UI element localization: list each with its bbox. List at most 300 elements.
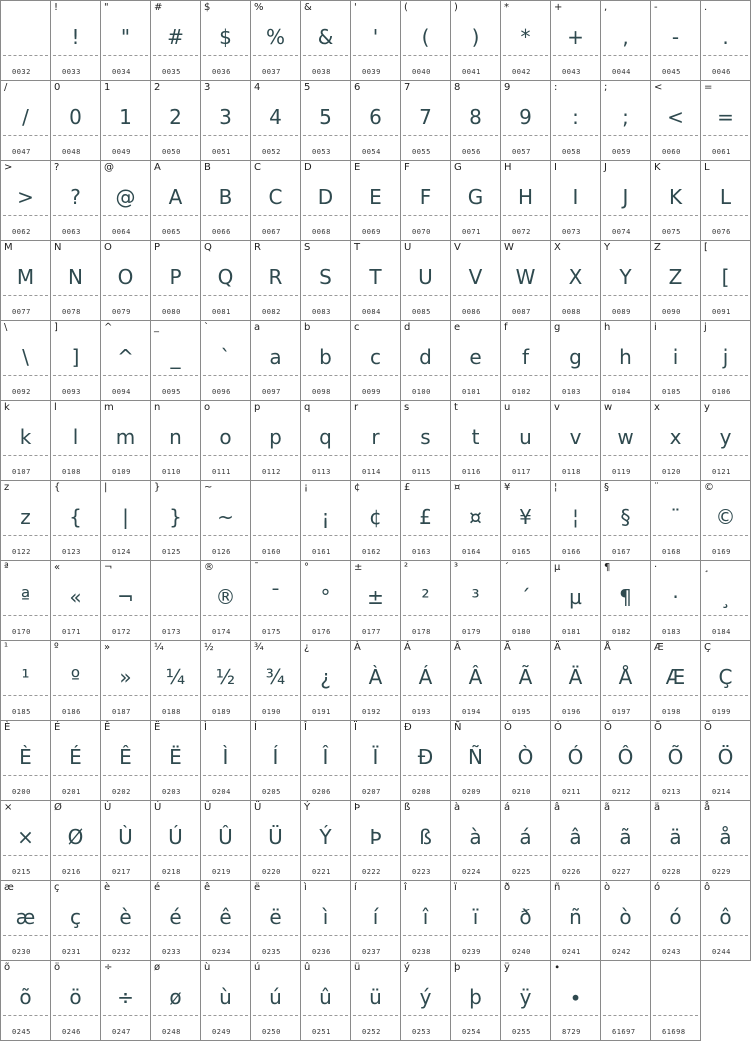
baseline-divider [303,855,348,856]
glyph-sample: Ô [617,745,634,769]
glyph-label: , [604,2,608,13]
glyph-cell [51,321,101,401]
glyph-cell [601,81,651,161]
baseline-divider [603,1015,648,1016]
glyph-code: 0179 [462,628,481,636]
glyph-cell [601,801,651,881]
glyph-cell [451,401,501,481]
glyph-sample: ( [421,25,430,49]
glyph-code: 0210 [512,788,531,796]
glyph-label: e [454,322,461,333]
baseline-divider [403,295,448,296]
glyph-code: 0189 [212,708,231,716]
glyph-label: H [504,162,512,173]
baseline-divider [303,1015,348,1016]
glyph-cell [351,321,401,401]
glyph-cell [451,961,501,1041]
glyph-code: 0192 [362,708,381,716]
glyph-sample: Ä [568,665,583,689]
glyph-code: 0173 [162,628,181,636]
glyph-cell [101,561,151,641]
glyph-cell [101,881,151,961]
glyph-sample: s [420,425,431,449]
baseline-divider [3,775,48,776]
glyph-code: 0099 [362,388,381,396]
glyph-sample: - [671,25,680,49]
baseline-divider [453,535,498,536]
glyph-sample: ä [669,825,682,849]
glyph-label: k [4,402,10,413]
glyph-sample: Ç [718,665,733,689]
glyph-cell [401,561,451,641]
glyph-sample: : [572,105,579,129]
glyph-code: 0226 [562,868,581,876]
glyph-cell [1,241,51,321]
glyph-label: f [504,322,508,333]
baseline-divider [653,55,698,56]
glyph-label: ¥ [504,482,511,493]
glyph-sample: » [119,665,132,689]
glyph-cell [201,801,251,881]
glyph-label: % [254,2,264,13]
glyph-label: d [404,322,411,333]
glyph-code: 0100 [412,388,431,396]
glyph-sample: ¼ [165,665,186,689]
glyph-sample: F [419,185,432,209]
glyph-code: 0092 [12,388,31,396]
baseline-divider [153,535,198,536]
glyph-cell [151,801,201,881]
baseline-divider [553,855,598,856]
glyph-label: Ã [504,642,511,653]
glyph-code: 0119 [612,468,631,476]
glyph-sample: M [16,265,35,289]
baseline-divider [3,615,48,616]
baseline-divider [453,775,498,776]
glyph-sample: µ [569,585,582,609]
glyph-sample: á [519,825,532,849]
glyph-label: b [304,322,311,333]
baseline-divider [103,55,148,56]
glyph-code: 0160 [262,548,281,556]
baseline-divider [203,375,248,376]
glyph-cell [151,1,201,81]
glyph-label: s [404,402,410,413]
glyph-sample: ñ [569,905,582,929]
glyph-cell [401,481,451,561]
glyph-cell [501,401,551,481]
glyph-code: 0191 [312,708,331,716]
baseline-divider [503,695,548,696]
baseline-divider [453,855,498,856]
baseline-divider [503,295,548,296]
glyph-code: 0037 [262,68,281,76]
glyph-label: ß [404,802,411,813]
baseline-divider [3,935,48,936]
glyph-sample: { [69,505,82,529]
glyph-sample: Ð [417,745,434,769]
glyph-code: 0247 [112,1028,131,1036]
glyph-code: 0070 [412,228,431,236]
baseline-divider [203,215,248,216]
glyph-label: ó [654,882,661,893]
glyph-code: 0085 [412,308,431,316]
glyph-code: 0176 [312,628,331,636]
glyph-cell [301,721,351,801]
glyph-code: 0108 [62,468,81,476]
glyph-sample: % [265,25,285,49]
glyph-code: 0096 [212,388,231,396]
glyph-label: ² [404,562,409,573]
glyph-sample: ½ [215,665,236,689]
glyph-code: 0161 [312,548,331,556]
glyph-sample: ÷ [117,985,134,1009]
glyph-label: \ [4,322,8,333]
glyph-sample: Ï [372,745,379,769]
baseline-divider [503,55,548,56]
glyph-label: Æ [654,642,664,653]
glyph-label: ô [704,882,711,893]
glyph-label: Z [654,242,661,253]
glyph-sample: å [719,825,732,849]
baseline-divider [353,375,398,376]
glyph-label: ¤ [454,482,461,493]
glyph-cell [251,321,301,401]
glyph-sample: ¶ [619,585,632,609]
glyph-code: 0089 [612,308,631,316]
glyph-sample: $ [219,25,232,49]
glyph-label: Ý [304,802,311,813]
glyph-sample: ø [169,985,182,1009]
glyph-code: 0235 [262,948,281,956]
glyph-cell [401,241,451,321]
glyph-label: ª [4,562,9,573]
glyph-cell [1,1,51,81]
baseline-divider [603,855,648,856]
baseline-divider [3,295,48,296]
glyph-code: 0080 [162,308,181,316]
baseline-divider [553,1015,598,1016]
glyph-code: 0077 [12,308,31,316]
glyph-code: 61697 [612,1028,636,1036]
glyph-label: ( [404,2,408,13]
glyph-sample [651,981,700,1013]
glyph-label: é [154,882,161,893]
glyph-label: Þ [354,802,361,813]
glyph-cell [601,321,651,401]
baseline-divider [403,695,448,696]
glyph-sample: © [715,505,736,529]
glyph-cell [651,161,701,241]
glyph-label: ë [254,882,261,893]
glyph-label: É [54,722,61,733]
glyph-cell [701,801,751,881]
glyph-cell [1,641,51,721]
glyph-code: 0072 [512,228,531,236]
glyph-cell [201,401,251,481]
baseline-divider [403,375,448,376]
glyph-sample: É [69,745,82,769]
glyph-sample: ` [220,345,231,369]
glyph-sample: ¯ [270,585,281,609]
glyph-code: 0051 [212,148,231,156]
baseline-divider [703,55,748,56]
glyph-code: 0233 [162,948,181,956]
glyph-label: × [4,802,13,813]
glyph-label: [ [704,242,708,253]
glyph-label: 8 [454,82,461,93]
baseline-divider [353,1015,398,1016]
baseline-divider [453,615,498,616]
glyph-cell [501,721,551,801]
baseline-divider [303,295,348,296]
baseline-divider [553,775,598,776]
glyph-sample: T [369,265,382,289]
glyph-code: 0222 [362,868,381,876]
glyph-cell [101,801,151,881]
baseline-divider [153,615,198,616]
glyph-cell [701,1,751,81]
glyph-code: 0095 [162,388,181,396]
glyph-label: ñ [554,882,561,893]
glyph-label: è [104,882,111,893]
baseline-divider [153,135,198,136]
baseline-divider [653,215,698,216]
baseline-divider [603,535,648,536]
baseline-divider [253,55,298,56]
baseline-divider [353,775,398,776]
glyph-label: R [254,242,261,253]
baseline-divider [703,935,748,936]
glyph-cell [1,481,51,561]
glyph-cell [51,641,101,721]
glyph-cell [701,561,751,641]
glyph-label: Ñ [454,722,462,733]
glyph-label: Ò [504,722,512,733]
glyph-code: 0184 [712,628,731,636]
glyph-cell [201,721,251,801]
baseline-divider [303,775,348,776]
glyph-label: o [204,402,211,413]
glyph-code: 0211 [562,788,581,796]
glyph-label: § [604,482,609,493]
glyph-label: ¦ [554,482,558,493]
baseline-divider [203,295,248,296]
glyph-label: ý [404,962,410,973]
glyph-label: ð [504,882,511,893]
glyph-code: 0180 [512,628,531,636]
glyph-sample: B [218,185,233,209]
glyph-sample [1,21,50,53]
baseline-divider [403,615,448,616]
glyph-cell [651,81,701,161]
baseline-divider [653,935,698,936]
baseline-divider [103,775,148,776]
glyph-cell [701,881,751,961]
glyph-cell [151,481,201,561]
glyph-code: 0167 [612,548,631,556]
glyph-code: 0075 [662,228,681,236]
glyph-cell [451,481,501,561]
glyph-label: = [704,82,713,93]
glyph-code: 0227 [612,868,631,876]
baseline-divider [353,135,398,136]
glyph-code: 0122 [12,548,31,556]
glyph-code: 0213 [662,788,681,796]
glyph-label: © [704,482,714,493]
baseline-divider [603,775,648,776]
baseline-divider [453,135,498,136]
glyph-cell [501,961,551,1041]
glyph-label: 0 [54,82,61,93]
glyph-code: 0253 [412,1028,431,1036]
glyph-cell [301,81,351,161]
glyph-sample: Æ [665,665,686,689]
glyph-label: F [404,162,410,173]
glyph-label: i [654,322,657,333]
glyph-cell [551,721,601,801]
glyph-sample: · [672,585,679,609]
glyph-sample: ; [622,105,629,129]
glyph-code: 0063 [62,228,81,236]
glyph-label: " [104,2,109,13]
glyph-code: 0236 [312,948,331,956]
glyph-sample: e [469,345,482,369]
glyph-cell [351,481,401,561]
glyph-cell [201,241,251,321]
glyph-sample: ) [471,25,480,49]
glyph-code: 0121 [712,468,731,476]
glyph-cell [101,721,151,801]
glyph-code: 0082 [262,308,281,316]
glyph-label: Ù [104,802,112,813]
glyph-sample: Î [322,745,329,769]
glyph-code: 0124 [112,548,131,556]
baseline-divider [403,135,448,136]
glyph-cell [251,401,301,481]
baseline-divider [653,455,698,456]
glyph-cell [601,1,651,81]
baseline-divider [53,615,98,616]
glyph-code: 0228 [662,868,681,876]
glyph-label: I [554,162,557,173]
baseline-divider [253,695,298,696]
glyph-cell [501,241,551,321]
glyph-sample: ® [215,585,236,609]
glyph-sample: ° [320,585,331,609]
glyph-cell [401,321,451,401]
glyph-sample: @ [115,185,136,209]
baseline-divider [3,135,48,136]
glyph-sample: j [722,345,729,369]
glyph-code: 0094 [112,388,131,396]
glyph-cell [501,81,551,161]
glyph-cell [651,321,701,401]
glyph-label: m [104,402,114,413]
glyph-sample: ç [70,905,81,929]
baseline-divider [253,455,298,456]
glyph-label: A [154,162,161,173]
glyph-label: æ [4,882,14,893]
baseline-divider [403,215,448,216]
glyph-sample: _ [170,345,181,369]
glyph-code: 0255 [512,1028,531,1036]
glyph-cell [251,81,301,161]
glyph-cell [451,161,501,241]
glyph-label: Q [204,242,212,253]
glyph-code: 0181 [562,628,581,636]
glyph-code: 0087 [512,308,531,316]
glyph-label: L [704,162,710,173]
glyph-cell [301,1,351,81]
glyph-label: Ö [704,722,712,733]
glyph-cell [301,321,351,401]
glyph-sample: t [471,425,480,449]
glyph-label: Ô [604,722,612,733]
glyph-cell [351,401,401,481]
glyph-sample: ³ [471,585,480,609]
glyph-sample: b [319,345,332,369]
glyph-code: 0120 [662,468,681,476]
glyph-sample: ß [419,825,432,849]
glyph-cell [401,81,451,161]
baseline-divider [353,615,398,616]
baseline-divider [503,535,548,536]
glyph-code: 0035 [162,68,181,76]
glyph-sample: ^ [117,345,134,369]
glyph-code: 0186 [62,708,81,716]
baseline-divider [453,215,498,216]
glyph-label: M [4,242,13,253]
glyph-sample: £ [419,505,432,529]
glyph-code: 0098 [312,388,331,396]
glyph-cell [101,241,151,321]
glyph-label: ¨ [654,482,659,493]
glyph-cell [401,401,451,481]
glyph-label: y [704,402,710,413]
glyph-label: á [504,802,511,813]
glyph-code: 0193 [412,708,431,716]
glyph-label: Ú [154,802,162,813]
baseline-divider [203,455,248,456]
glyph-sample: õ [19,985,32,1009]
glyph-label: ± [354,562,363,573]
glyph-code: 0205 [262,788,281,796]
glyph-sample: 9 [519,105,532,129]
glyph-cell [601,721,651,801]
baseline-divider [303,55,348,56]
glyph-code: 0215 [12,868,31,876]
glyph-sample: W [515,265,536,289]
glyph-code: 0188 [162,708,181,716]
glyph-label: ] [54,322,58,333]
baseline-divider [453,1015,498,1016]
glyph-code: 0061 [712,148,731,156]
glyph-label: @ [104,162,114,173]
glyph-label: K [654,162,661,173]
baseline-divider [653,855,698,856]
glyph-sample: ¡ [321,505,330,529]
glyph-code: 0069 [362,228,381,236]
glyph-sample: ð [519,905,532,929]
glyph-label: ¹ [4,642,9,653]
glyph-cell [401,1,451,81]
baseline-divider [403,55,448,56]
glyph-cell [201,81,251,161]
glyph-sample: Ã [518,665,533,689]
glyph-code: 0201 [62,788,81,796]
glyph-label: Ä [554,642,561,653]
